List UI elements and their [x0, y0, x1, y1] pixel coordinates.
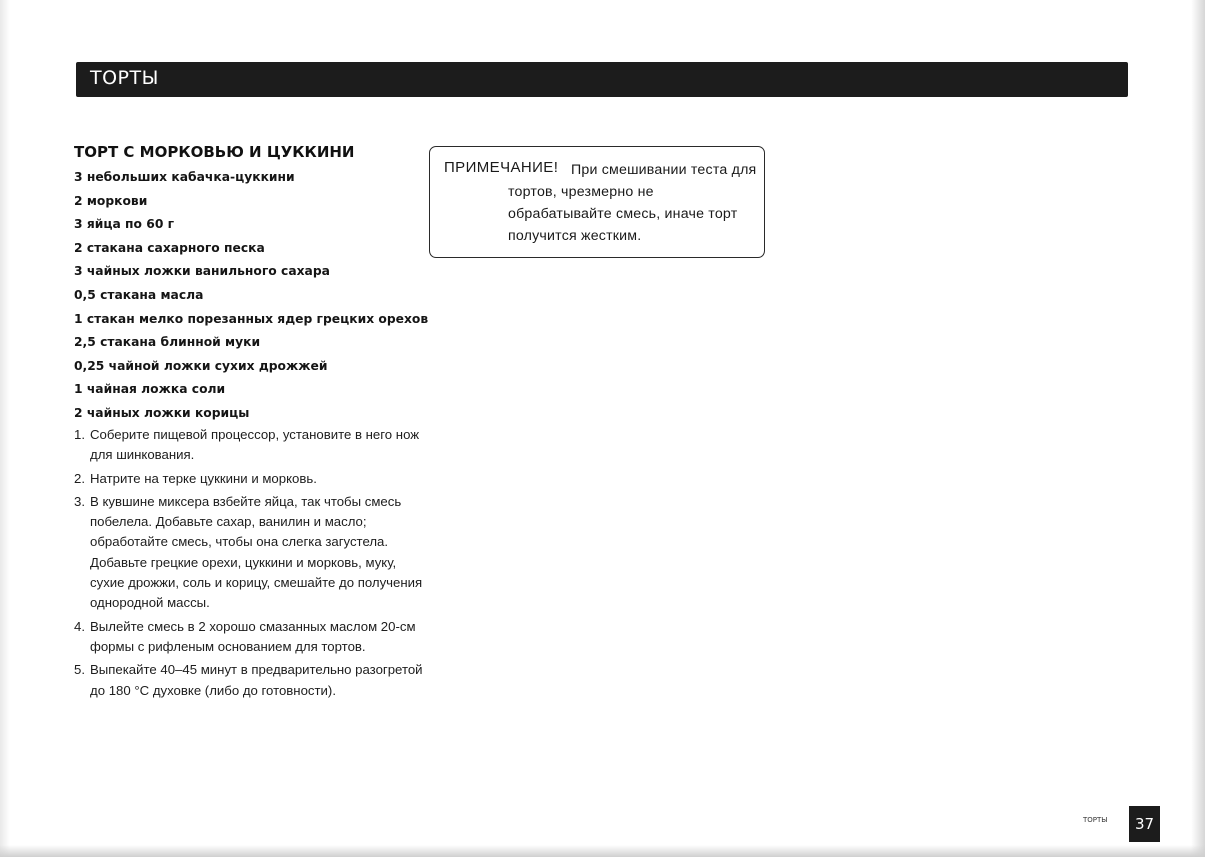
step-text: Натрите на терке цуккини и морковь. [90, 470, 317, 486]
note-label: ПРИМЕЧАНИЕ! [444, 159, 559, 176]
ingredient: 2 стакана сахарного песка [74, 240, 265, 255]
step-number: 1. [74, 427, 85, 442]
step-item [74, 617, 424, 658]
note-text: При смешивании теста для тортов, чрезмерно не обрабатывайте смесь, иначе торт получится жестким. [508, 162, 757, 244]
ingredients-list [74, 166, 428, 426]
step-item [74, 425, 424, 466]
ingredient: 2 моркови [74, 193, 148, 208]
ingredient: 3 яйца по 60 г [74, 217, 175, 232]
step-text: В кувшине миксера взбейте яйца, так чтобы смесь побелела. Добавьте сахар, ванилин и масло; обработайте смесь, чтобы она слегка загустела. Добавьте грецкие орехи, цуккини и морковь, муку, сухие дрожжи, соль и корицу, смешайте до получения однородной массы. [90, 493, 423, 611]
ingredient: 2,5 стакана блинной муки [74, 335, 261, 350]
page-shade-bottom [0, 845, 1205, 857]
ingredient: 1 чайная ложка соли [74, 382, 226, 397]
step-number: 2. [74, 470, 85, 486]
step-text: Соберите пищевой процессор, установите в него нож для шинкования. [90, 427, 420, 463]
step-item [74, 492, 424, 614]
page-number: 37 [1129, 806, 1160, 842]
section-banner [76, 62, 1128, 97]
step-text: Вылейте смесь в 2 хорошо смазанных маслом 20-см формы с рифленым основанием для тортов. [90, 618, 416, 654]
step-text: Выпекайте 40–45 минут в предварительно разогретой до 180 °C духовке (либо до готовности). [90, 662, 423, 698]
step-number: 5. [74, 662, 85, 678]
ingredient: 0,25 чайной ложки сухих дрожжей [74, 358, 328, 373]
ingredient: 1 стакан мелко порезанных ядер грецких орехов [74, 311, 429, 326]
recipe-title: ТОРТ С МОРКОВЬЮ И ЦУККИНИ [74, 143, 355, 161]
step-item [74, 660, 424, 701]
ingredient: 3 чайных ложки ванильного сахара [74, 264, 330, 279]
ingredient: 3 небольших кабачка-цуккини [74, 170, 295, 184]
step-number: 3. [74, 493, 85, 509]
ingredient: 2 чайных ложки корицы [74, 405, 250, 420]
step-item [74, 469, 424, 489]
note-box [429, 146, 765, 258]
steps-list [74, 425, 424, 704]
page-shade-right [1191, 0, 1205, 857]
page-shade-left [0, 0, 10, 857]
section-title: ТОРТЫ [90, 67, 159, 89]
footer-section-label: ТОРТЫ [1083, 816, 1108, 824]
ingredient: 0,5 стакана масла [74, 287, 204, 302]
step-number: 4. [74, 618, 85, 634]
